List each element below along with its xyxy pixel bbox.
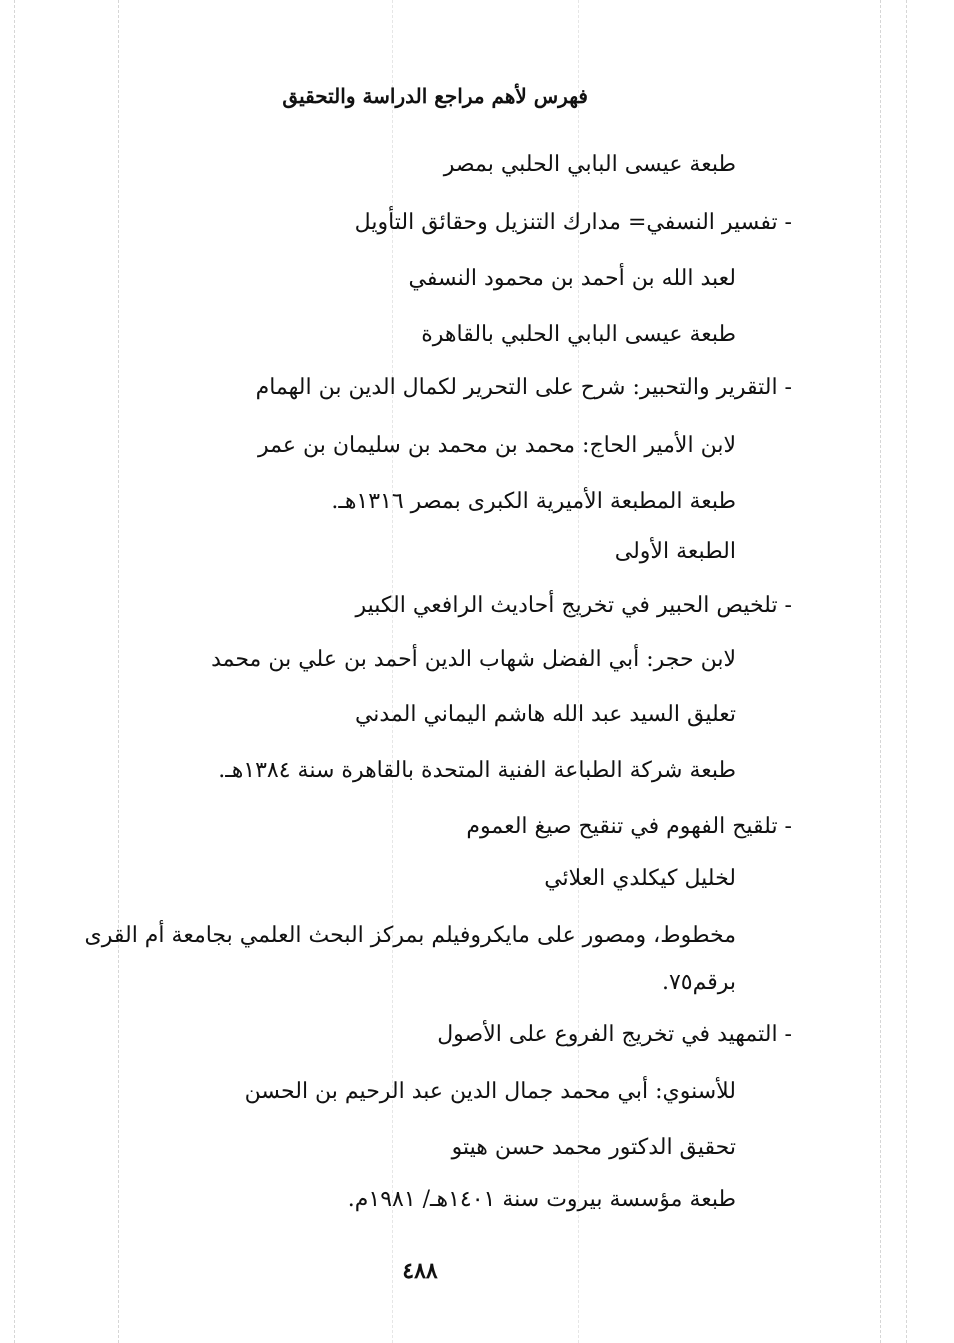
reference-line: للأسنوي: أبي محمد جمال الدين عبد الرحيم بن الحسن [244, 1079, 736, 1104]
reference-entry: - تلخيص الحبير في تخريج أحاديث الرافعي الكبير [355, 593, 792, 618]
scan-guide-line [14, 0, 15, 1343]
reference-line: تعليق السيد عبد الله هاشم اليماني المدني [354, 702, 736, 727]
reference-entry: - التمهيد في تخريج الفروع على الأصول [437, 1022, 792, 1047]
reference-entry: - التقرير والتحبير: شرح على التحرير لكمال الدين بن الهمام [255, 375, 792, 400]
reference-line: الطبعة الأولى [614, 539, 736, 564]
reference-line: طبعة عيسى البابي الحلبي بالقاهرة [421, 322, 736, 347]
running-header: فهرس لأهم مراجع الدراسة والتحقيق [282, 84, 588, 108]
reference-line: لابن الأمير الحاج: محمد بن محمد بن سليمان بن عمر [258, 433, 736, 458]
reference-line: لخليل كيكلدي العلائي [544, 866, 736, 891]
reference-entry: - تفسير النسفي= مدارك التنزيل وحقائق التأويل [354, 210, 792, 235]
scan-guide-line [906, 0, 907, 1343]
reference-line: طبعة شركة الطباعة الفنية المتحدة بالقاهرة سنة ١٣٨٤هـ. [218, 758, 736, 783]
scan-guide-line [118, 0, 119, 1343]
reference-line: برقم٧٥. [661, 970, 736, 995]
reference-line: تحقيق الدكتور محمد حسن هيتو [451, 1135, 736, 1160]
reference-line: طبعة المطبعة الأميرية الكبرى بمصر ١٣١٦هـ. [331, 489, 736, 514]
reference-line: طبعة مؤسسة بيروت سنة ١٤٠١هـ/ ١٩٨١م. [347, 1187, 736, 1212]
reference-line: لعبد الله بن أحمد بن محمود النسفي [408, 266, 736, 291]
reference-entry: - تلقيح الفهوم في تنقيح صيغ العموم [466, 814, 792, 839]
reference-line: طبعة عيسى البابي الحلبي بمصر [443, 152, 736, 177]
reference-line: لابن حجر: أبي الفضل شهاب الدين أحمد بن علي بن محمد [211, 647, 736, 672]
scan-guide-line [880, 0, 881, 1343]
reference-line: مخطوط، ومصور على مايكروفيلم بمركز البحث العلمي بجامعة أم القرى [84, 923, 736, 948]
page-number: ٤٨٨ [402, 1258, 438, 1284]
